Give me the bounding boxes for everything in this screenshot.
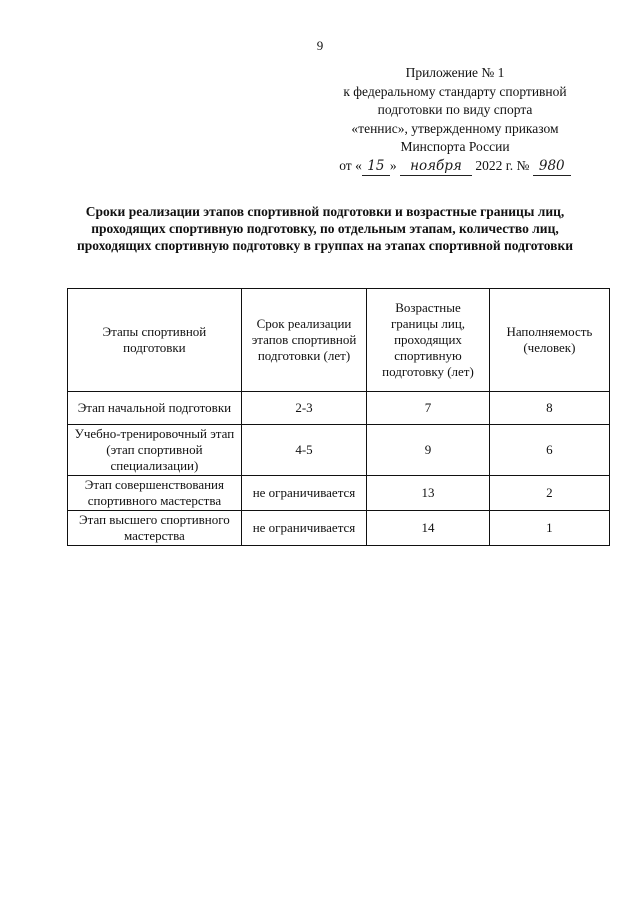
cell-stage: Этап высшего спортивного мастерства <box>68 511 242 546</box>
order-year: 2022 г. № <box>475 157 530 173</box>
order-month: ноября <box>400 157 472 177</box>
order-day: 15 <box>362 157 390 177</box>
cell-age: 13 <box>367 476 490 511</box>
cell-group-size: 1 <box>489 511 609 546</box>
cell-age: 7 <box>367 392 490 425</box>
order-quote-close: » <box>389 157 397 173</box>
cell-duration: не ограничивается <box>241 511 366 546</box>
table-row <box>68 392 610 425</box>
appendix-line: Минспорта России <box>400 139 510 154</box>
cell-age: 9 <box>367 425 490 476</box>
cell-stage: Этап начальной подготовки <box>68 392 242 425</box>
order-number: 980 <box>533 157 571 177</box>
cell-group-size: 8 <box>489 392 609 425</box>
cell-duration: не ограничивается <box>241 476 366 511</box>
cell-age: 14 <box>367 511 490 546</box>
cell-duration: 2-3 <box>241 392 366 425</box>
order-prefix: от « <box>339 157 362 173</box>
appendix-line: подготовки по виду спорта <box>377 102 533 117</box>
page-number: 9 <box>316 38 324 53</box>
cell-group-size: 2 <box>489 476 609 511</box>
table-row <box>68 476 610 511</box>
appendix-block <box>330 64 580 176</box>
appendix-line: к федеральному стандарту спортивной <box>343 83 567 99</box>
cell-duration: 4-5 <box>241 425 366 476</box>
table-header-row <box>68 289 610 392</box>
stages-table <box>67 288 610 546</box>
cell-stage: Учебно-тренировочный этап (этап спортивной специализации) <box>68 425 242 476</box>
cell-group-size: 6 <box>489 425 609 476</box>
header-group-size: Наполняемость (человек) <box>489 289 609 392</box>
document-title: Сроки реализации этапов спортивной подготовки и возрастные границы лиц, проходящих спортивную подготовку, по отдельным этапам, количество лиц, проходящих спортивную подготовку в группах на этапах спортивной подготовки <box>76 204 574 253</box>
appendix-line: Приложение № 1 <box>405 65 505 80</box>
appendix-line: «теннис», утвержденному приказом <box>351 120 559 136</box>
table-row <box>68 511 610 546</box>
header-duration: Срок реализации этапов спортивной подготовки (лет) <box>241 289 366 392</box>
table-row <box>68 425 610 476</box>
header-age-limits: Возрастные границы лиц, проходящих спортивную подготовку (лет) <box>367 289 490 392</box>
header-stages: Этапы спортивной подготовки <box>68 289 242 392</box>
cell-stage: Этап совершенствования спортивного мастерства <box>68 476 242 511</box>
order-line <box>330 157 580 177</box>
